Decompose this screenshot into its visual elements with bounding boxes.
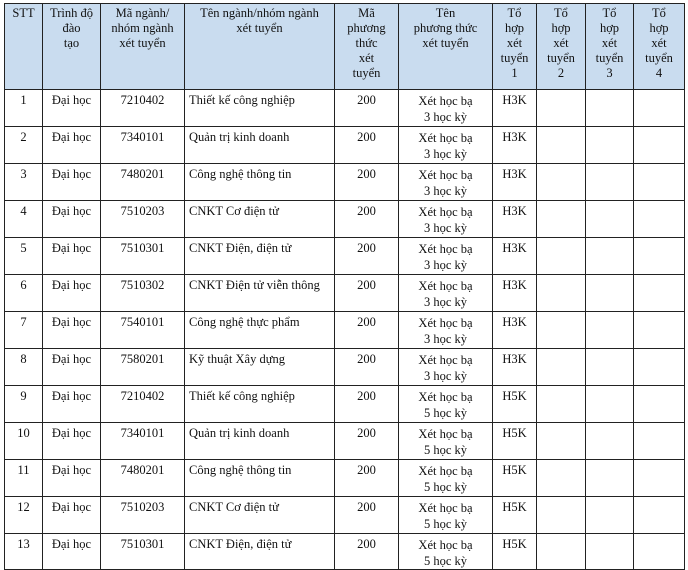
cell-method-name: Xét học bạ 3 học kỳ xyxy=(399,238,493,275)
cell-level: Đại học xyxy=(43,201,101,238)
table-row xyxy=(5,238,685,275)
table-row xyxy=(5,386,685,423)
cell-combo-1: H5K xyxy=(493,386,537,423)
cell-method-code: 200 xyxy=(335,90,399,127)
cell-name: Kỹ thuật Xây dựng xyxy=(185,349,335,386)
table-row xyxy=(5,312,685,349)
cell-name: Công nghệ thông tin xyxy=(185,460,335,497)
cell-combo-2 xyxy=(537,497,586,534)
cell-code: 7510203 xyxy=(101,497,185,534)
header-code: Mã ngành/ nhóm ngành xét tuyển xyxy=(101,4,185,90)
table-row xyxy=(5,497,685,534)
table-row xyxy=(5,201,685,238)
cell-method-code: 200 xyxy=(335,423,399,460)
cell-code: 7580201 xyxy=(101,349,185,386)
cell-method-name: Xét học bạ 5 học kỳ xyxy=(399,460,493,497)
cell-stt: 9 xyxy=(5,386,43,423)
cell-name: Thiết kế công nghiệp xyxy=(185,90,335,127)
table-row xyxy=(5,460,685,497)
cell-combo-1: H3K xyxy=(493,349,537,386)
cell-method-name: Xét học bạ 5 học kỳ xyxy=(399,386,493,423)
cell-combo-1: H5K xyxy=(493,423,537,460)
table-row xyxy=(5,164,685,201)
header-combo-1: Tổ hợp xét tuyển 1 xyxy=(493,4,537,90)
admission-table xyxy=(4,3,685,570)
cell-combo-3 xyxy=(586,275,634,312)
cell-combo-2 xyxy=(537,386,586,423)
cell-method-name: Xét học bạ 3 học kỳ xyxy=(399,201,493,238)
cell-combo-4 xyxy=(634,201,685,238)
table-header xyxy=(5,4,685,90)
cell-level: Đại học xyxy=(43,460,101,497)
cell-combo-4 xyxy=(634,534,685,570)
cell-method-name: Xét học bạ 5 học kỳ xyxy=(399,423,493,460)
header-combo-4: Tổ hợp xét tuyển 4 xyxy=(634,4,685,90)
cell-combo-1: H3K xyxy=(493,238,537,275)
table-row xyxy=(5,275,685,312)
cell-code: 7510301 xyxy=(101,534,185,570)
cell-combo-1: H3K xyxy=(493,164,537,201)
cell-combo-1: H3K xyxy=(493,90,537,127)
cell-method-name: Xét học bạ 3 học kỳ xyxy=(399,275,493,312)
cell-method-code: 200 xyxy=(335,497,399,534)
cell-combo-1: H5K xyxy=(493,460,537,497)
cell-name: Công nghệ thông tin xyxy=(185,164,335,201)
cell-combo-2 xyxy=(537,238,586,275)
cell-stt: 2 xyxy=(5,127,43,164)
cell-combo-2 xyxy=(537,275,586,312)
cell-combo-3 xyxy=(586,90,634,127)
cell-level: Đại học xyxy=(43,164,101,201)
cell-combo-3 xyxy=(586,460,634,497)
cell-name: Quản trị kinh doanh xyxy=(185,423,335,460)
cell-combo-4 xyxy=(634,497,685,534)
cell-level: Đại học xyxy=(43,534,101,570)
cell-stt: 3 xyxy=(5,164,43,201)
cell-stt: 7 xyxy=(5,312,43,349)
cell-method-name: Xét học bạ 3 học kỳ xyxy=(399,127,493,164)
cell-name: CNKT Cơ điện tử xyxy=(185,201,335,238)
cell-combo-2 xyxy=(537,349,586,386)
header-method-code: Mã phương thức xét tuyển xyxy=(335,4,399,90)
cell-combo-4 xyxy=(634,275,685,312)
cell-stt: 13 xyxy=(5,534,43,570)
cell-code: 7510203 xyxy=(101,201,185,238)
table-row xyxy=(5,349,685,386)
cell-name: Công nghệ thực phẩm xyxy=(185,312,335,349)
cell-combo-2 xyxy=(537,127,586,164)
cell-method-name: Xét học bạ 3 học kỳ xyxy=(399,164,493,201)
table-row xyxy=(5,423,685,460)
cell-stt: 12 xyxy=(5,497,43,534)
cell-method-code: 200 xyxy=(335,127,399,164)
cell-level: Đại học xyxy=(43,90,101,127)
cell-combo-2 xyxy=(537,460,586,497)
header-combo-3: Tổ hợp xét tuyển 3 xyxy=(586,4,634,90)
cell-combo-3 xyxy=(586,238,634,275)
cell-combo-4 xyxy=(634,349,685,386)
cell-level: Đại học xyxy=(43,423,101,460)
cell-method-name: Xét học bạ 5 học kỳ xyxy=(399,497,493,534)
cell-combo-4 xyxy=(634,127,685,164)
header-name: Tên ngành/nhóm ngành xét tuyển xyxy=(185,4,335,90)
cell-code: 7210402 xyxy=(101,386,185,423)
cell-combo-2 xyxy=(537,312,586,349)
cell-name: CNKT Điện tử viễn thông xyxy=(185,275,335,312)
cell-combo-3 xyxy=(586,312,634,349)
cell-combo-4 xyxy=(634,312,685,349)
cell-level: Đại học xyxy=(43,349,101,386)
cell-name: Thiết kế công nghiệp xyxy=(185,386,335,423)
header-level: Trình độ đào tạo xyxy=(43,4,101,90)
cell-level: Đại học xyxy=(43,275,101,312)
cell-level: Đại học xyxy=(43,497,101,534)
cell-code: 7510301 xyxy=(101,238,185,275)
cell-code: 7480201 xyxy=(101,460,185,497)
cell-code: 7480201 xyxy=(101,164,185,201)
cell-stt: 6 xyxy=(5,275,43,312)
cell-method-code: 200 xyxy=(335,201,399,238)
cell-method-code: 200 xyxy=(335,534,399,570)
cell-combo-4 xyxy=(634,164,685,201)
cell-name: Quản trị kinh doanh xyxy=(185,127,335,164)
cell-stt: 1 xyxy=(5,90,43,127)
cell-level: Đại học xyxy=(43,386,101,423)
cell-method-name: Xét học bạ 3 học kỳ xyxy=(399,312,493,349)
cell-code: 7510302 xyxy=(101,275,185,312)
cell-combo-1: H3K xyxy=(493,312,537,349)
cell-level: Đại học xyxy=(43,127,101,164)
cell-method-code: 200 xyxy=(335,238,399,275)
cell-combo-1: H3K xyxy=(493,127,537,164)
cell-method-code: 200 xyxy=(335,312,399,349)
table-row xyxy=(5,534,685,570)
cell-combo-1: H3K xyxy=(493,201,537,238)
cell-code: 7340101 xyxy=(101,127,185,164)
cell-code: 7210402 xyxy=(101,90,185,127)
cell-method-code: 200 xyxy=(335,460,399,497)
cell-combo-3 xyxy=(586,201,634,238)
cell-method-name: Xét học bạ 3 học kỳ xyxy=(399,349,493,386)
cell-code: 7540101 xyxy=(101,312,185,349)
cell-method-code: 200 xyxy=(335,164,399,201)
cell-combo-2 xyxy=(537,423,586,460)
cell-combo-2 xyxy=(537,534,586,570)
header-method-name: Tên phương thức xét tuyển xyxy=(399,4,493,90)
cell-combo-3 xyxy=(586,127,634,164)
table-body xyxy=(5,90,685,570)
cell-combo-4 xyxy=(634,423,685,460)
cell-stt: 5 xyxy=(5,238,43,275)
cell-method-name: Xét học bạ 5 học kỳ xyxy=(399,534,493,570)
cell-level: Đại học xyxy=(43,238,101,275)
cell-combo-4 xyxy=(634,460,685,497)
table-row xyxy=(5,127,685,164)
cell-level: Đại học xyxy=(43,312,101,349)
cell-combo-1: H5K xyxy=(493,497,537,534)
cell-combo-2 xyxy=(537,90,586,127)
cell-combo-3 xyxy=(586,164,634,201)
cell-combo-2 xyxy=(537,201,586,238)
cell-combo-3 xyxy=(586,349,634,386)
cell-method-name: Xét học bạ 3 học kỳ xyxy=(399,90,493,127)
header-stt: STT xyxy=(5,4,43,90)
cell-combo-2 xyxy=(537,164,586,201)
cell-method-code: 200 xyxy=(335,275,399,312)
cell-name: CNKT Điện, điện tử xyxy=(185,534,335,570)
cell-stt: 4 xyxy=(5,201,43,238)
cell-stt: 8 xyxy=(5,349,43,386)
cell-combo-4 xyxy=(634,386,685,423)
cell-combo-4 xyxy=(634,238,685,275)
cell-combo-4 xyxy=(634,90,685,127)
cell-combo-3 xyxy=(586,386,634,423)
cell-combo-3 xyxy=(586,534,634,570)
cell-stt: 11 xyxy=(5,460,43,497)
table-row xyxy=(5,90,685,127)
header-combo-2: Tổ hợp xét tuyển 2 xyxy=(537,4,586,90)
cell-name: CNKT Cơ điện tử xyxy=(185,497,335,534)
cell-combo-3 xyxy=(586,423,634,460)
cell-name: CNKT Điện, điện tử xyxy=(185,238,335,275)
cell-combo-1: H3K xyxy=(493,275,537,312)
cell-code: 7340101 xyxy=(101,423,185,460)
cell-method-code: 200 xyxy=(335,386,399,423)
cell-combo-3 xyxy=(586,497,634,534)
cell-stt: 10 xyxy=(5,423,43,460)
header-row xyxy=(5,4,685,90)
cell-combo-1: H5K xyxy=(493,534,537,570)
cell-method-code: 200 xyxy=(335,349,399,386)
